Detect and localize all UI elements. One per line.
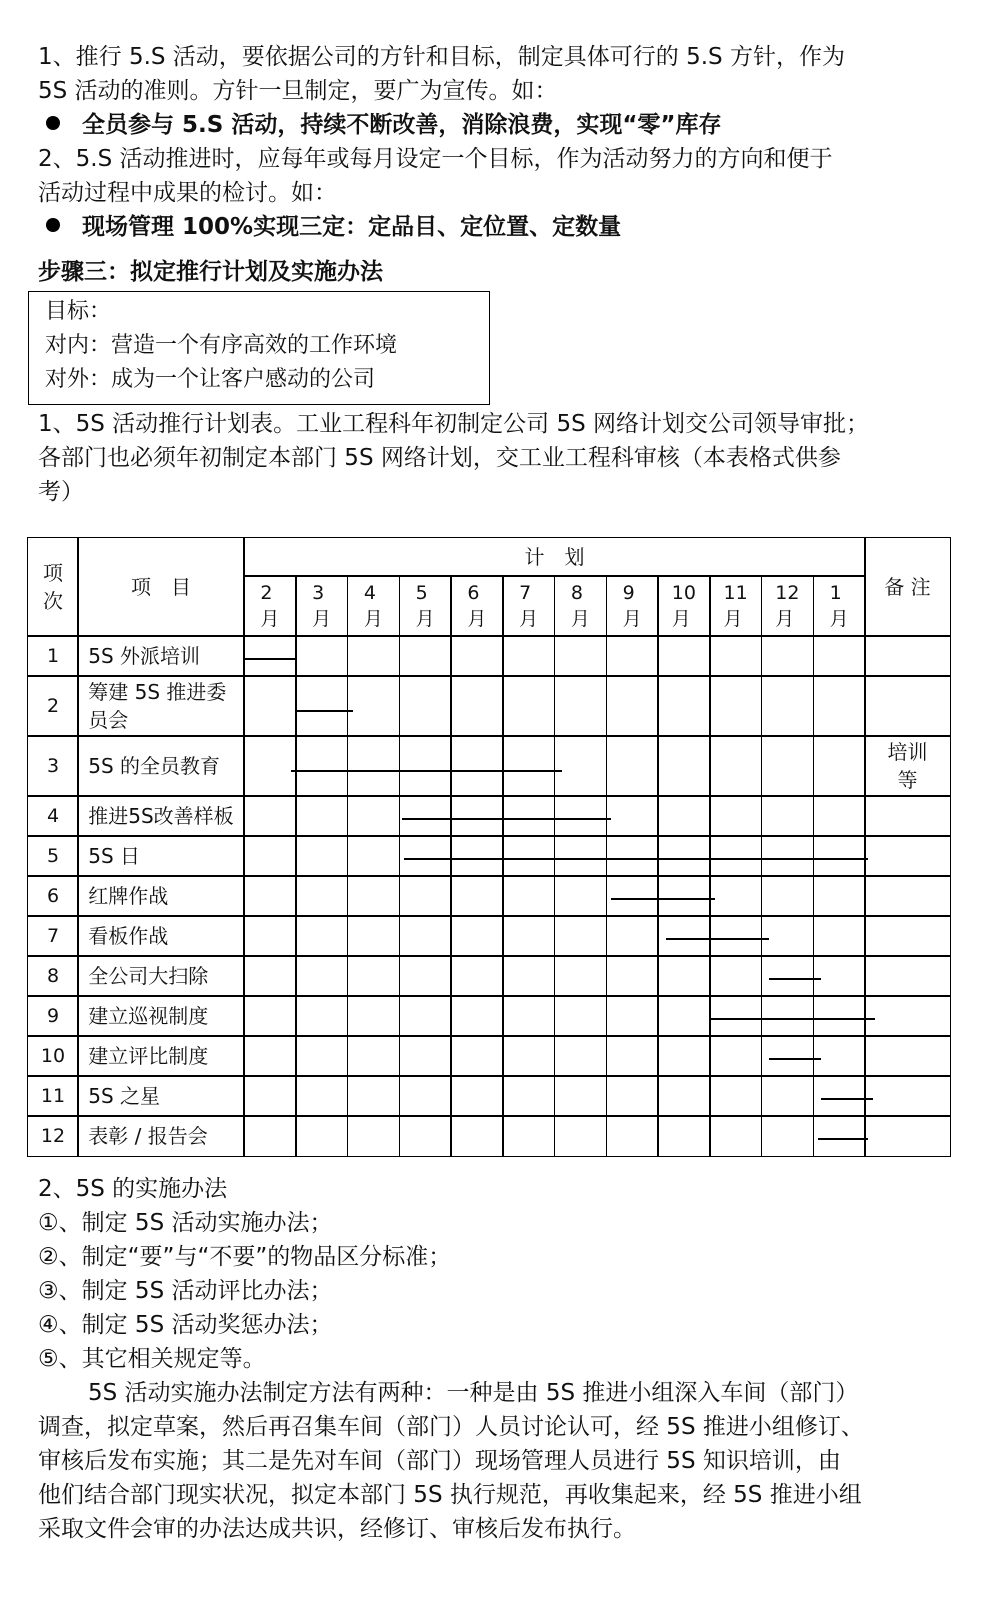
plan-cell	[709, 875, 762, 917]
plan-cell	[761, 675, 814, 737]
plan-cell	[657, 675, 710, 737]
plan-cell	[709, 1115, 762, 1157]
plan-cell	[295, 995, 348, 1037]
row-note	[864, 915, 951, 957]
plan-cell	[761, 1115, 814, 1157]
closing-line5: 采取文件会审的办法达成共识，经修订、审核后发布执行。	[38, 1516, 636, 1542]
plan-cell	[399, 795, 452, 837]
plan-cell	[761, 915, 814, 957]
plan-cell	[502, 1075, 555, 1117]
row-number: 3	[27, 735, 79, 797]
plan-cell	[606, 875, 659, 917]
plan-cell	[295, 675, 348, 737]
plan-cell	[761, 835, 814, 877]
method-1: ①、制定 5S 活动实施办法；	[38, 1210, 333, 1236]
plan-cell	[606, 995, 659, 1037]
plan-cell	[450, 1115, 503, 1157]
plan-cell	[554, 1075, 607, 1117]
plan-cell	[606, 955, 659, 997]
plan-cell	[554, 955, 607, 997]
row-note	[864, 835, 951, 877]
plan-cell	[761, 795, 814, 837]
plan-cell	[813, 1075, 866, 1117]
plan-cell	[295, 795, 348, 837]
para1-line1: 1、推行 5.S 活动，要依据公司的方针和目标，制定具体可行的 5.S 方针，作为	[38, 44, 845, 70]
row-note	[864, 1115, 951, 1157]
plan-cell	[399, 955, 452, 997]
plan-cell	[295, 1115, 348, 1157]
plan-cell	[347, 995, 400, 1037]
row-item: 5S 日	[77, 835, 245, 877]
month-header: 11 月	[709, 575, 762, 637]
plan-cell	[347, 835, 400, 877]
month-header: 2 月	[243, 575, 296, 637]
plan-cell	[761, 1035, 814, 1077]
bullet2	[38, 210, 958, 244]
row-number: 4	[27, 795, 79, 837]
row-note	[864, 635, 951, 677]
schedule-bar	[402, 818, 612, 820]
plan-cell	[399, 1115, 452, 1157]
plan-cell	[399, 1075, 452, 1117]
plan-cell	[554, 835, 607, 877]
plan-cell	[657, 955, 710, 997]
plan-table	[28, 538, 950, 1158]
plan-cell	[709, 1075, 762, 1117]
plan-cell	[243, 995, 296, 1037]
plan-cell	[606, 675, 659, 737]
goal-title: 目标：	[45, 299, 112, 324]
plan-cell	[709, 735, 762, 797]
plan-cell	[450, 1035, 503, 1077]
row-number: 10	[27, 1035, 79, 1077]
goal-internal: 对内：营造一个有序高效的工作环境	[45, 333, 398, 358]
para2-line2: 活动过程中成果的检讨。如：	[38, 180, 337, 206]
plan-cell	[502, 955, 555, 997]
row-number: 2	[27, 675, 79, 737]
plan-cell	[554, 875, 607, 917]
schedule-bar	[710, 1018, 876, 1020]
plan-cell	[709, 915, 762, 957]
plan-cell	[243, 955, 296, 997]
plan-cell	[761, 635, 814, 677]
plan-cell	[450, 735, 503, 797]
plan-cell	[399, 735, 452, 797]
plan-cell	[813, 795, 866, 837]
bullet1-text: 全员参与 5.S 活动，持续不断改善，消除浪费，实现“零”库存	[82, 112, 722, 138]
month-header: 12 月	[761, 575, 814, 637]
plan-cell	[813, 955, 866, 997]
plan-cell	[347, 795, 400, 837]
plan-cell	[606, 1075, 659, 1117]
row-number: 12	[27, 1115, 79, 1157]
row-number: 5	[27, 835, 79, 877]
plan-cell	[450, 795, 503, 837]
plan-intro-line1: 1、5S 活动推行计划表。工业工程科年初制定公司 5S 网络计划交公司领导审批；	[38, 411, 870, 437]
row-item: 5S 外派培训	[77, 635, 245, 677]
plan-cell	[657, 1075, 710, 1117]
plan-cell	[502, 995, 555, 1037]
plan-cell	[813, 875, 866, 917]
plan-cell	[657, 795, 710, 837]
schedule-bar	[769, 978, 821, 980]
plan-cell	[761, 995, 814, 1037]
plan-cell	[243, 1115, 296, 1157]
row-note	[864, 995, 951, 1037]
method-2: ②、制定“要”与“不要”的物品区分标准；	[38, 1244, 452, 1270]
plan-cell	[347, 735, 400, 797]
plan-cell	[502, 675, 555, 737]
plan-cell	[399, 875, 452, 917]
col-item-header: 项 目	[77, 537, 245, 637]
goal-external: 对外：成为一个让客户感动的公司	[45, 367, 376, 392]
plan-cell	[554, 1115, 607, 1157]
closing-line2: 调查，拟定草案，然后再召集车间（部门）人员讨论认可，经 5S 推进小组修订、	[38, 1414, 864, 1440]
plan-cell	[606, 735, 659, 797]
plan-cell	[502, 1035, 555, 1077]
plan-cell	[761, 735, 814, 797]
plan-cell	[813, 1115, 866, 1157]
plan-cell	[554, 915, 607, 957]
plan-cell	[657, 995, 710, 1037]
plan-cell	[761, 1075, 814, 1117]
plan-cell	[554, 795, 607, 837]
plan-cell	[295, 635, 348, 677]
row-note: 培训等	[864, 735, 951, 797]
plan-cell	[606, 1035, 659, 1077]
row-number: 7	[27, 915, 79, 957]
plan-cell	[554, 995, 607, 1037]
row-item: 全公司大扫除	[77, 955, 245, 997]
plan-cell	[709, 955, 762, 997]
col-index-header: 项 次	[27, 537, 79, 637]
plan-intro-line3: 考）	[38, 479, 84, 505]
plan-cell	[450, 835, 503, 877]
plan-cell	[243, 875, 296, 917]
month-header: 5 月	[399, 575, 452, 637]
bullet1	[38, 108, 958, 142]
plan-cell	[295, 1075, 348, 1117]
row-note	[864, 955, 951, 997]
row-note	[864, 795, 951, 837]
plan-cell	[450, 635, 503, 677]
row-note	[864, 1035, 951, 1077]
plan-cell	[347, 1075, 400, 1117]
bullet2-text: 现场管理 100%实现三定：定品目、定位置、定数量	[82, 214, 622, 240]
closing-line4: 他们结合部门现实状况，拟定本部门 5S 执行规范，再收集起来，经 5S 推进小组	[38, 1482, 862, 1508]
plan-cell	[813, 915, 866, 957]
plan-cell	[243, 735, 296, 797]
plan-cell	[347, 1115, 400, 1157]
month-header: 6 月	[450, 575, 503, 637]
plan-cell	[347, 675, 400, 737]
plan-cell	[657, 835, 710, 877]
plan-cell	[450, 875, 503, 917]
plan-cell	[450, 1075, 503, 1117]
schedule-bar	[821, 1098, 873, 1100]
row-number: 9	[27, 995, 79, 1037]
plan-cell	[709, 1035, 762, 1077]
schedule-bar	[296, 710, 353, 712]
plan-cell	[450, 955, 503, 997]
row-item: 筹建 5S 推进委员会	[77, 675, 245, 737]
month-header: 3 月	[295, 575, 348, 637]
plan-cell	[709, 995, 762, 1037]
plan-cell	[347, 875, 400, 917]
plan-cell	[399, 1035, 452, 1077]
row-item: 5S 之星	[77, 1075, 245, 1117]
plan-cell	[709, 635, 762, 677]
plan-cell	[243, 635, 296, 677]
closing-line3: 审核后发布实施；其二是先对车间（部门）现场管理人员进行 5S 知识培训，由	[38, 1448, 841, 1474]
row-item: 推进5S改善样板	[77, 795, 245, 837]
plan-cell	[813, 1035, 866, 1077]
plan-cell	[450, 995, 503, 1037]
plan-cell	[709, 675, 762, 737]
bullet-dot-icon	[46, 116, 60, 130]
plan-cell	[606, 795, 659, 837]
plan-cell	[295, 835, 348, 877]
row-note	[864, 1075, 951, 1117]
month-header: 7 月	[502, 575, 555, 637]
plan-cell	[243, 675, 296, 737]
row-note	[864, 875, 951, 917]
plan-cell	[502, 915, 555, 957]
plan-cell	[399, 915, 452, 957]
plan-cell	[813, 735, 866, 797]
plan-cell	[347, 1035, 400, 1077]
plan-cell	[657, 875, 710, 917]
plan-cell	[554, 675, 607, 737]
plan-cell	[502, 875, 555, 917]
schedule-bar	[404, 858, 867, 860]
row-number: 11	[27, 1075, 79, 1117]
plan-cell	[295, 955, 348, 997]
plan-cell	[502, 735, 555, 797]
schedule-bar	[818, 1138, 867, 1140]
row-item: 5S 的全员教育	[77, 735, 245, 797]
plan-cell	[761, 955, 814, 997]
row-item: 红牌作战	[77, 875, 245, 917]
schedule-bar	[769, 1058, 821, 1060]
schedule-bar	[611, 898, 715, 900]
plan-cell	[657, 915, 710, 957]
row-number: 8	[27, 955, 79, 997]
plan-cell	[813, 835, 866, 877]
step3-heading: 步骤三：拟定推行计划及实施办法	[38, 259, 383, 285]
plan-cell	[295, 875, 348, 917]
plan-cell	[606, 635, 659, 677]
methods-title: 2、5S 的实施办法	[38, 1176, 228, 1202]
plan-cell	[657, 1115, 710, 1157]
plan-cell	[554, 1035, 607, 1077]
plan-cell	[295, 735, 348, 797]
plan-intro-line2: 各部门也必须年初制定本部门 5S 网络计划，交工业工程科审核（本表格式供参	[38, 445, 841, 471]
plan-cell	[709, 795, 762, 837]
plan-cell	[554, 735, 607, 797]
row-item: 表彰 / 报告会	[77, 1115, 245, 1157]
plan-cell	[657, 735, 710, 797]
plan-cell	[502, 1115, 555, 1157]
plan-cell	[243, 1035, 296, 1077]
plan-cell	[813, 995, 866, 1037]
plan-cell	[657, 635, 710, 677]
plan-cell	[399, 635, 452, 677]
plan-cell	[243, 795, 296, 837]
row-item: 看板作战	[77, 915, 245, 957]
plan-cell	[606, 915, 659, 957]
plan-cell	[450, 675, 503, 737]
row-item: 建立评比制度	[77, 1035, 245, 1077]
month-header: 8 月	[554, 575, 607, 637]
row-number: 1	[27, 635, 79, 677]
plan-cell	[243, 915, 296, 957]
schedule-bar	[291, 770, 563, 772]
plan-cell	[295, 1035, 348, 1077]
goal-box	[28, 291, 490, 405]
row-note	[864, 675, 951, 737]
col-plan-header: 计 划	[243, 537, 866, 577]
para1-line2: 5S 活动的准则。方针一旦制定，要广为宣传。如：	[38, 78, 558, 104]
plan-cell	[347, 915, 400, 957]
plan-cell	[502, 835, 555, 877]
plan-cell	[347, 955, 400, 997]
row-number: 6	[27, 875, 79, 917]
month-header: 10 月	[657, 575, 710, 637]
plan-cell	[295, 915, 348, 957]
col-note-header: 备 注	[864, 537, 951, 637]
plan-cell	[450, 915, 503, 957]
plan-cell	[399, 835, 452, 877]
plan-cell	[399, 995, 452, 1037]
plan-cell	[813, 635, 866, 677]
plan-cell	[399, 675, 452, 737]
bullet-dot-icon	[46, 218, 60, 232]
plan-cell	[554, 635, 607, 677]
plan-cell	[502, 635, 555, 677]
plan-cell	[347, 635, 400, 677]
method-4: ④、制定 5S 活动奖惩办法；	[38, 1312, 333, 1338]
month-header: 1 月	[813, 575, 866, 637]
method-3: ③、制定 5S 活动评比办法；	[38, 1278, 333, 1304]
month-header: 4 月	[347, 575, 400, 637]
plan-cell	[657, 1035, 710, 1077]
plan-cell	[709, 835, 762, 877]
para2-line1: 2、5.S 活动推进时，应每年或每月设定一个目标，作为活动努力的方向和便于	[38, 146, 833, 172]
method-5: ⑤、其它相关规定等。	[38, 1346, 266, 1372]
plan-cell	[243, 835, 296, 877]
closing-line1: 5S 活动实施办法制定方法有两种：一种是由 5S 推进小组深入车间（部门）	[88, 1380, 859, 1406]
plan-cell	[502, 795, 555, 837]
plan-cell	[813, 675, 866, 737]
row-item: 建立巡视制度	[77, 995, 245, 1037]
plan-cell	[606, 835, 659, 877]
plan-cell	[761, 875, 814, 917]
plan-cell	[243, 1075, 296, 1117]
month-header: 9 月	[606, 575, 659, 637]
plan-cell	[606, 1115, 659, 1157]
schedule-bar	[244, 658, 296, 660]
schedule-bar	[666, 938, 770, 940]
